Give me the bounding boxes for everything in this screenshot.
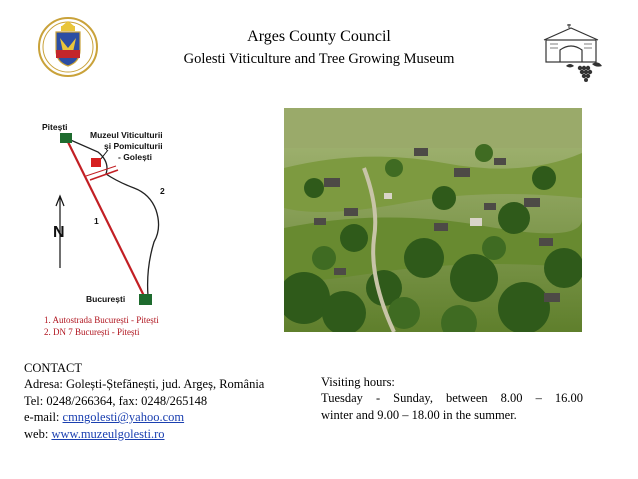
map-label-museum-3: - Golești xyxy=(118,152,153,162)
museum-gate-logo xyxy=(536,22,606,84)
contact-email-prefix: e-mail: xyxy=(24,410,63,425)
contact-block xyxy=(24,360,314,442)
map-label-route-2: 2 xyxy=(160,186,165,196)
map-label-pitesti: Pitești xyxy=(42,122,68,132)
map-legend-1: 1. Autostrada București - Pitești xyxy=(44,315,159,325)
visiting-hours-block xyxy=(321,374,583,423)
contact-heading: CONTACT xyxy=(24,361,83,375)
county-crest-logo xyxy=(38,14,98,80)
contact-web-prefix: web: xyxy=(24,426,52,441)
map-label-bucuresti: București xyxy=(86,294,126,304)
aerial-village-photo xyxy=(284,108,582,332)
hours-line-2: winter and 9.00 – 18.00 in the summer. xyxy=(321,407,517,422)
contact-address: Adresa: Golești-Ștefănești, jud. Argeș, România xyxy=(24,377,265,392)
map-label-museum-2: și Pomiculturii xyxy=(104,141,163,151)
website-link[interactable]: www.muzeulgolesti.ro xyxy=(51,426,165,441)
hours-line-1: Tuesday - Sunday, between 8.00 – 16.00 xyxy=(321,391,583,406)
map-label-north: N xyxy=(53,224,65,241)
contact-web-row xyxy=(24,426,314,442)
map-legend-2: 2. DN 7 București - Pitești xyxy=(44,327,140,337)
email-link[interactable]: cmngolesti@yahoo.com xyxy=(62,410,185,425)
contact-email-row xyxy=(24,409,314,425)
contact-phone: Tel: 0248/266364, fax: 0248/265148 xyxy=(24,393,208,408)
location-map xyxy=(38,118,200,342)
page-title: Arges County Council xyxy=(247,28,391,45)
map-label-museum-1: Muzeul Viticulturii xyxy=(90,130,163,140)
page-subtitle: Golesti Viticulture and Tree Growing Museum xyxy=(183,51,455,67)
hours-heading: Visiting hours: xyxy=(321,375,395,389)
map-label-route-1: 1 xyxy=(94,216,99,226)
